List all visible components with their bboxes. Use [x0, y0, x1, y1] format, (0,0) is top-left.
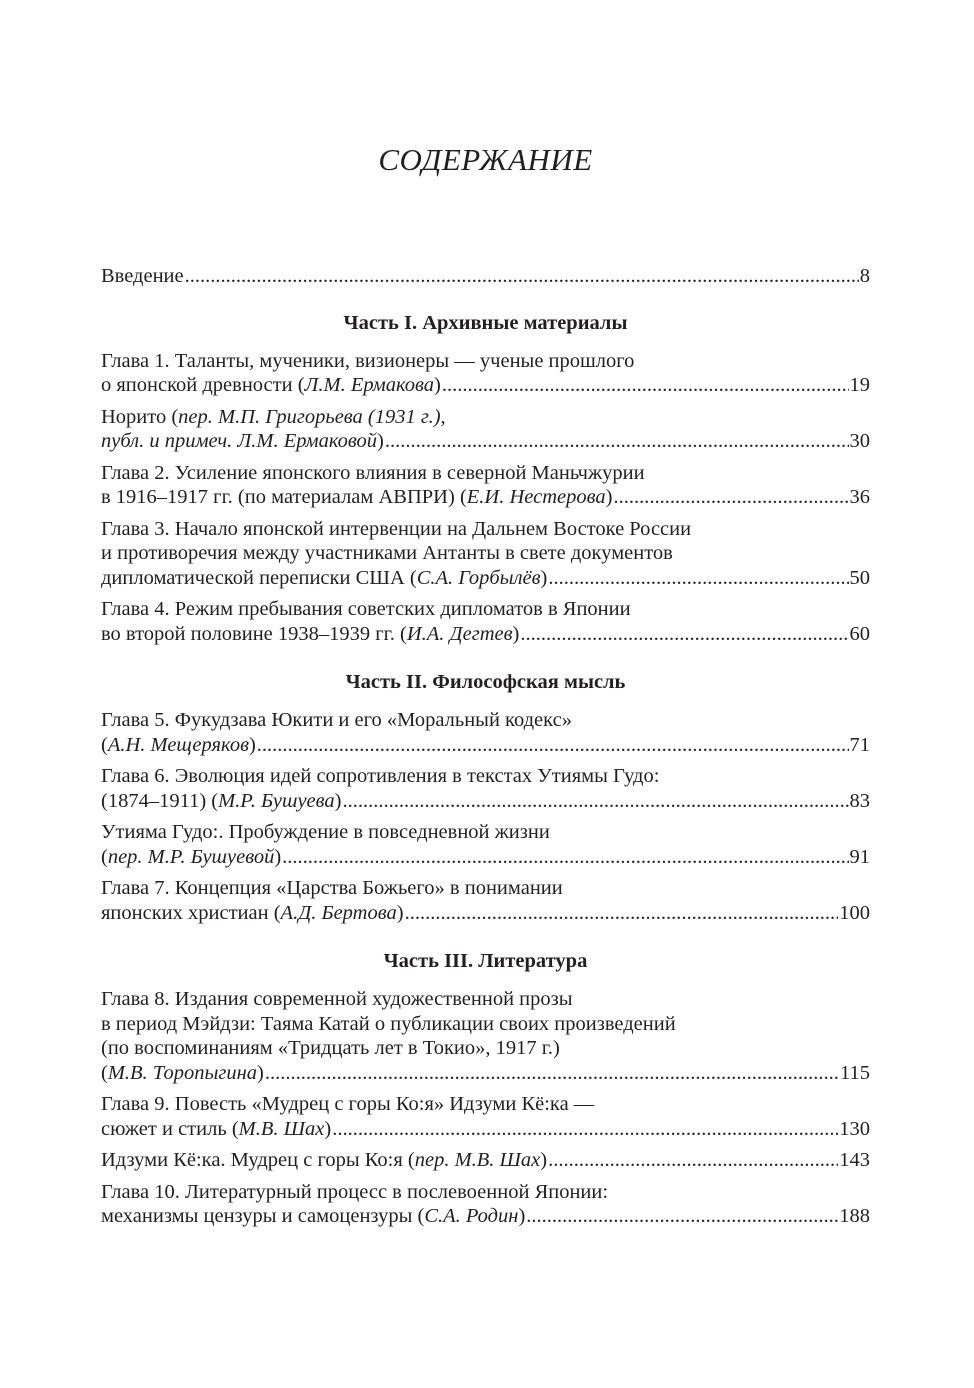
dot-leader: [442, 373, 849, 398]
toc-entry-text: о японской древности (Л.М. Ермакова): [101, 374, 441, 396]
toc-entry[interactable]: [101, 349, 870, 398]
toc-entry-author: Л.М. Ермакова: [304, 374, 435, 396]
dot-leader: [185, 264, 859, 289]
dot-leader: [405, 901, 839, 926]
toc-entry-last-line: [101, 264, 870, 289]
toc-entry-title: (1874–1911): [101, 789, 207, 812]
toc-entry-text: (А.Н. Мещеряков): [101, 733, 256, 756]
toc-entry-line: Глава 3. Начало японской интервенции на Дальнем Востоке России: [101, 517, 692, 540]
toc-entry-author: М.В. Шах: [238, 1117, 325, 1140]
toc-entry-line: Глава 1. Таланты, мученики, визионеры — ученые прошлого: [101, 349, 635, 372]
page-number: 71: [849, 733, 870, 756]
toc-entry[interactable]: [101, 987, 870, 1085]
toc-entry-line: и противоречия между участниками Антанты в свете документов: [101, 542, 673, 564]
toc-entry-author: пер. М.П. Григорьева (1931 г.),: [178, 405, 446, 428]
dot-leader: [332, 1117, 838, 1142]
toc-entry-text: (1874–1911) (М.Р. Бушуева): [101, 789, 342, 812]
toc-entry-title: Норито: [101, 405, 172, 428]
spacer: [101, 757, 870, 764]
toc-entry-line: Норито (пер. М.П. Григорьева (1931 г.),: [101, 405, 446, 428]
page-number: 100: [839, 901, 870, 924]
toc-entry-last-line: [101, 429, 870, 454]
toc-entry-text: во второй половине 1938–1939 гг. (И.А. Дегтев): [101, 622, 520, 645]
dot-leader: [265, 1061, 839, 1086]
dot-leader: [520, 622, 848, 647]
toc-entry[interactable]: [101, 876, 870, 925]
page-title: СОДЕРЖАНИЕ: [378, 142, 593, 177]
toc-entry[interactable]: [101, 1180, 870, 1229]
toc-entry-line: в период Мэйдзи: Таяма Катай о публикации своих произведений: [101, 1012, 676, 1035]
toc-entry-last-line: [101, 733, 870, 758]
toc-entry-text: механизмы цензуры и самоцензуры (С.А. Родин): [101, 1205, 526, 1227]
toc-entry-text: [101, 264, 184, 289]
page-number: 91: [849, 845, 870, 868]
toc-entry-last-line: [101, 845, 870, 870]
toc-entry-last-line: [101, 901, 870, 926]
toc-entry-author: М.Р. Бушуева: [218, 789, 335, 812]
toc-entry-line: Глава 10. Литературный процесс в послевоенной Японии:: [101, 1180, 609, 1203]
toc-entry-text: Идзуми Кё:ка. Мудрец с горы Ко:я (пер. М.В. Шах): [101, 1149, 548, 1171]
toc-entry[interactable]: [101, 764, 870, 813]
page-number: 143: [839, 1149, 870, 1171]
toc-entry-last-line: [101, 566, 870, 591]
toc-entry-line: Утияма Гудо:. Пробуждение в повседневной жизни: [101, 821, 550, 843]
page-number: 36: [849, 486, 870, 508]
toc-entry-title: механизмы цензуры и самоцензуры: [101, 1205, 413, 1227]
toc-entry-author: И.А. Дегтев: [406, 622, 513, 645]
toc-entry-title: японских христиан: [101, 901, 269, 924]
dot-leader: [342, 789, 848, 814]
spacer: [101, 973, 870, 987]
toc-entry-author: А.Н. Мещеряков: [107, 733, 249, 756]
toc-entry-line: Глава 4. Режим пребывания советских дипломатов в Японии: [101, 598, 631, 620]
page-number: 60: [849, 622, 870, 645]
toc-entry-author: Е.И. Нестерова: [466, 486, 606, 508]
dot-leader: [548, 566, 848, 591]
toc-entry-line: Глава 9. Повесть «Мудрец с горы Ко:я» Идзуми Кё:ка —: [101, 1093, 595, 1115]
dot-leader: [548, 1148, 838, 1173]
spacer: [101, 1173, 870, 1180]
toc-entry-line: Глава 2. Усиление японского влияния в северной Маньчжурии: [101, 461, 645, 484]
toc-entry-last-line: [101, 485, 870, 510]
toc-entry-text: дипломатической переписки США (С.А. Горбылёв): [101, 566, 548, 589]
spacer: [101, 398, 870, 405]
spacer: [101, 646, 870, 670]
page-number: 19: [849, 374, 870, 396]
toc-entry[interactable]: [101, 1092, 870, 1141]
toc-entry-author: А.Д. Бертова: [280, 901, 397, 924]
toc-entry-author: пер. М.В. Шах: [414, 1149, 541, 1171]
toc-entry-last-line: [101, 1204, 870, 1229]
toc-entry-author: С.А. Горбылёв: [416, 566, 541, 589]
spacer: [101, 813, 870, 820]
page-number: 30: [849, 430, 870, 452]
toc-entry-title: в 1916–1917 гг. (по материалам АВПРИ): [101, 486, 455, 508]
toc-entry[interactable]: [101, 708, 870, 757]
toc-entry-title: о японской древности: [101, 374, 293, 396]
part-heading: Часть I. Архивные материалы: [343, 311, 628, 334]
toc-entry-last-line: [101, 622, 870, 647]
dot-leader: [526, 1204, 838, 1229]
page-number: 130: [839, 1117, 870, 1140]
dot-leader: [257, 733, 849, 758]
toc-entry[interactable]: [101, 461, 870, 510]
toc-entry[interactable]: [101, 597, 870, 646]
spacer: [101, 694, 870, 708]
page-number: 115: [840, 1061, 870, 1084]
spacer: [101, 1141, 870, 1148]
toc-entry-last-line: [101, 373, 870, 398]
page-number: 50: [849, 566, 870, 589]
toc-entry-author: М.В. Торопыгина: [107, 1061, 258, 1084]
toc-entry-author: публ. и примеч. Л.М. Ермаковой: [101, 430, 378, 452]
toc-entry-title: Идзуми Кё:ка. Мудрец с горы Ко:я: [101, 1149, 403, 1171]
toc-entry-line: Глава 7. Концепция «Царства Божьего» в понимании: [101, 877, 563, 899]
dot-leader: [613, 485, 848, 510]
toc-entry[interactable]: [101, 1148, 870, 1173]
toc-entry-text: публ. и примеч. Л.М. Ермаковой): [101, 430, 384, 452]
toc-entry[interactable]: [101, 405, 870, 454]
toc-entry-title: Введение: [101, 265, 184, 287]
dot-leader: [385, 429, 849, 454]
spacer: [101, 510, 870, 517]
toc-entry-text: (пер. М.Р. Бушуевой): [101, 845, 282, 868]
page-number: 83: [849, 789, 870, 812]
toc-entry-title: во второй половине 1938–1939 гг.: [101, 622, 395, 645]
part-heading: Часть III. Литература: [383, 950, 588, 972]
toc-entry-author: С.А. Родин: [424, 1205, 519, 1227]
spacer: [101, 925, 870, 949]
toc-entry[interactable]: [101, 517, 870, 591]
part-heading: Часть II. Философская мысль: [345, 671, 626, 693]
spacer: [101, 869, 870, 876]
toc-entry-last-line: [101, 1061, 870, 1086]
toc-entry-intro[interactable]: [101, 264, 870, 289]
toc-entry-text: (М.В. Торопыгина): [101, 1061, 264, 1084]
toc-entry-line: (по воспоминаниям «Тридцать лет в Токио», 1917 г.): [101, 1037, 560, 1059]
toc-entry-text: в 1916–1917 гг. (по материалам АВПРИ) (Е.И. Нестерова): [101, 486, 613, 508]
toc-entry-line: Глава 5. Фукудзава Юкити и его «Моральный кодекс»: [101, 709, 572, 731]
page-number: 8: [859, 265, 870, 287]
toc-entry-author: пер. М.Р. Бушуевой: [107, 845, 275, 868]
toc-entry-title: сюжет и стиль: [101, 1117, 227, 1140]
toc-entry-title: дипломатической переписки США: [101, 566, 405, 589]
dot-leader: [282, 845, 848, 870]
spacer: [101, 1085, 870, 1092]
toc-entry[interactable]: [101, 820, 870, 869]
toc-entry-line: Глава 6. Эволюция идей сопротивления в текстах Утиямы Гудо:: [101, 765, 660, 787]
toc-entry-text: сюжет и стиль (М.В. Шах): [101, 1117, 332, 1140]
table-of-contents: [101, 264, 870, 1229]
toc-entry-line: Глава 8. Издания современной художественной прозы: [101, 988, 573, 1010]
spacer: [101, 289, 870, 311]
spacer: [101, 335, 870, 349]
toc-entry-text: японских христиан (А.Д. Бертова): [101, 901, 404, 924]
toc-entry-last-line: [101, 1148, 870, 1173]
toc-entry-last-line: [101, 789, 870, 814]
toc-entry-last-line: [101, 1117, 870, 1142]
spacer: [101, 454, 870, 461]
page-number: 188: [839, 1205, 870, 1227]
spacer: [101, 590, 870, 597]
